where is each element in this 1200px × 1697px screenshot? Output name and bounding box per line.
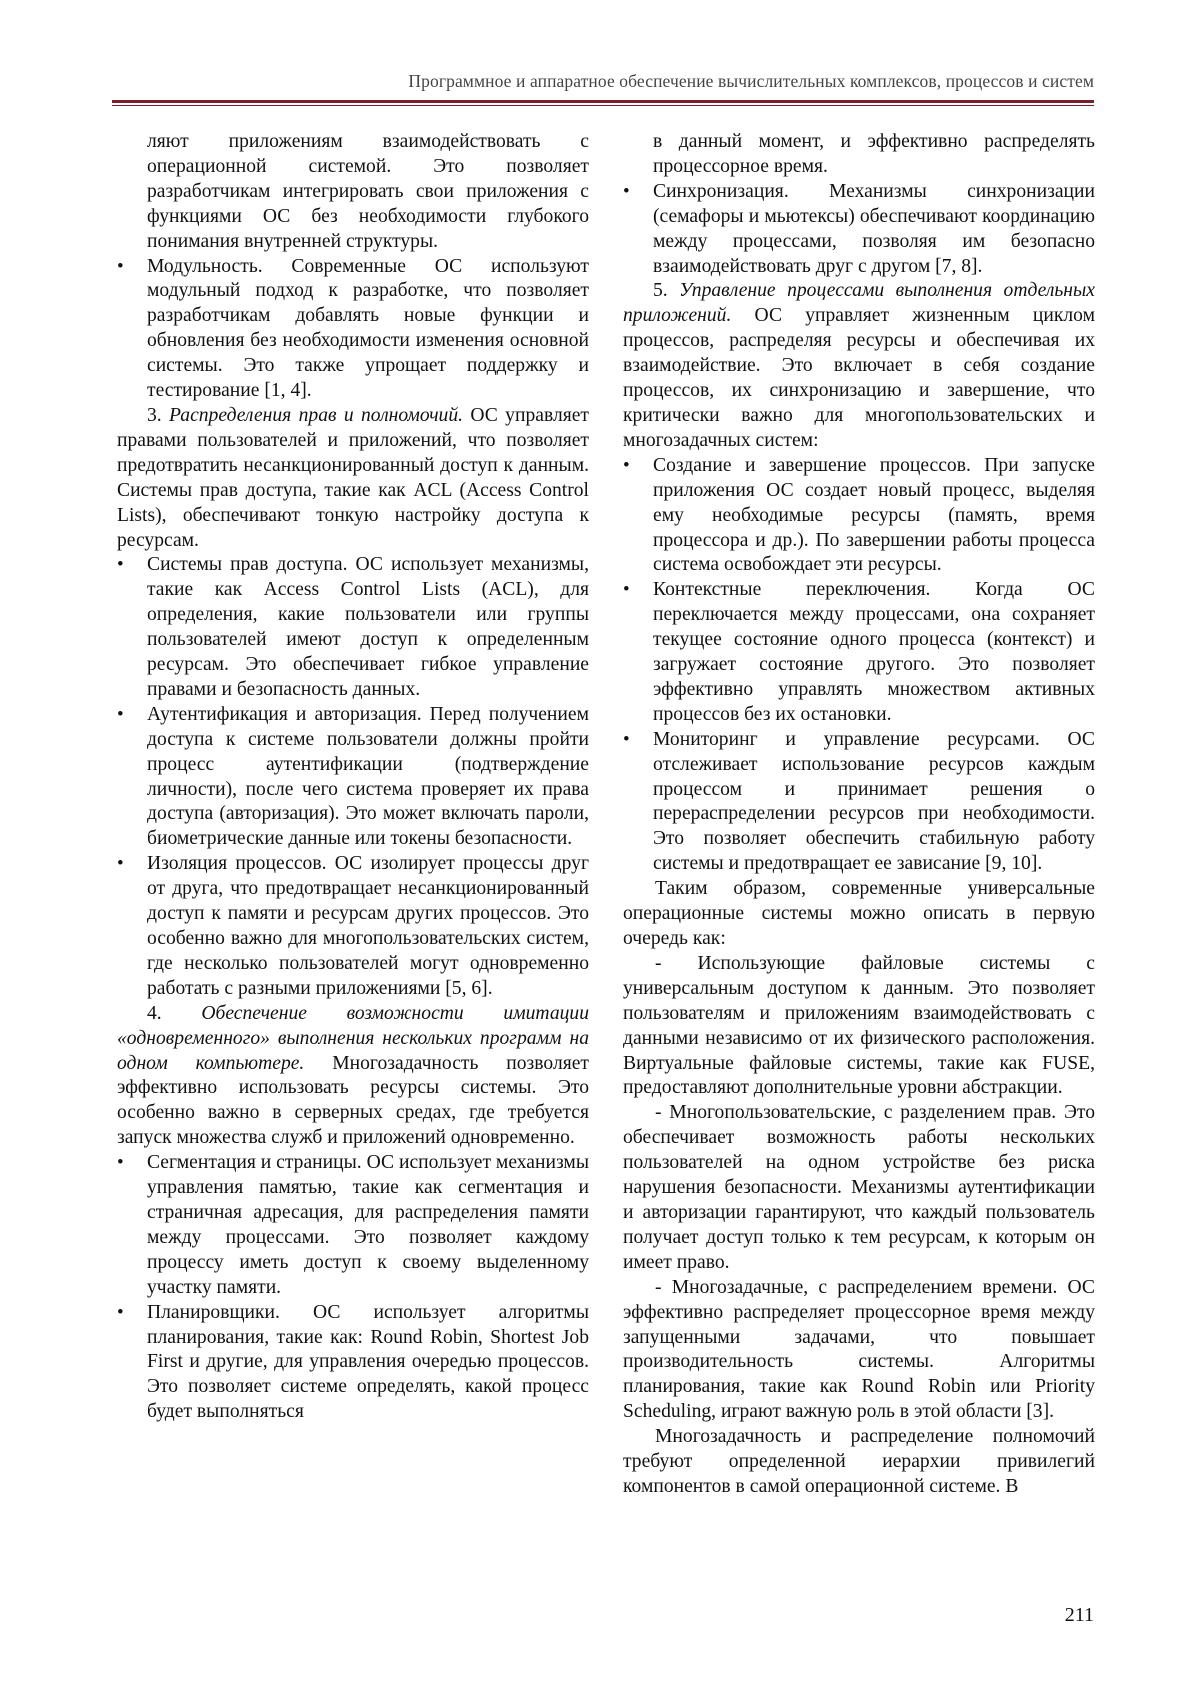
bullet-item <box>623 728 1095 877</box>
bullet-icon: • <box>117 703 124 725</box>
bullet-icon: • <box>623 180 630 202</box>
section-text: ОС управляет жизненным циклом процессов, распределяя ресурсы и обеспечивая их взаимодействие. Это включает в себя создание процессов, их синхронизацию и завершение, что критически важно для многопользовательских и многозадачных систем: <box>623 305 1095 451</box>
bullet-text: Системы прав доступа. ОС использует механизмы, такие как Access Control Lists (ACL), для определения, какие пользователи или группы пользователей имеют доступ к определенным ресурсам. Это обеспечивает гибкое управление правами и безопасность данных. <box>147 554 589 700</box>
bullet-icon: • <box>117 853 124 875</box>
bullet-icon: • <box>117 255 124 277</box>
right-column <box>623 130 1095 1500</box>
bullet-icon: • <box>623 579 630 601</box>
header-rule-thin <box>112 105 1094 106</box>
section-number: 5. <box>653 280 668 302</box>
running-title: Программное и аппаратное обеспечение вычислительных комплексов, процессов и систем <box>408 71 1094 91</box>
bullet-text: Синхронизация. Механизмы синхронизации (семафоры и мьютексы) обеспечивают координацию между процессами, позволяя им безопасно взаимодействовать друг с другом [7, 8]. <box>653 180 1095 277</box>
running-header <box>112 70 1094 106</box>
bullet-text: Аутентификация и авторизация. Перед получением доступа к системе пользователи должны пройти процесс аутентификации (подтверждение личности), после чего система проверяет их права доступа (авторизация). Это может включать пароли, биометрические данные или токены безопасности. <box>147 703 589 850</box>
section-number: 4. <box>147 1002 162 1024</box>
section-number: 3. <box>147 404 162 426</box>
paragraph: - Использующие файловые системы с универсальным доступом к данным. Это позволяет пользователям и приложениям взаимодействовать с данными независимо от их физического расположения. Виртуальные файловые системы, такие как FUSE, предоставляют дополнительные уровни абстракции. <box>623 952 1095 1099</box>
bullet-item <box>623 578 1095 727</box>
bullet-text: Изоляция процессов. ОС изолирует процессы друг от друга, что предотвращает несанкционированный доступ к памяти и ресурсам других процессов. Это особенно важно для многопользовательских систем, где несколько пользователей могут одновременно работать с разными приложениями [5, 6]. <box>147 853 589 999</box>
bullet-text: Мониторинг и управление ресурсами. ОС отслеживает использование ресурсов каждым процессом и принимает решения о перераспределении ресурсов при необходимости. Это позволяет обеспечить стабильную работу системы и предотвращает ее зависание [9, 10]. <box>653 728 1095 875</box>
section-paragraph <box>117 1002 589 1151</box>
section-paragraph <box>623 279 1095 453</box>
bullet-text: Сегментация и страницы. ОС использует механизмы управления памятью, такие как сегментация и страничная адресация, для распределения памяти между процессами. Это позволяет каждому процессу иметь доступ к своему выделенному участку памяти. <box>147 1152 589 1298</box>
bullet-item <box>117 255 589 404</box>
section-text: Многозадачность позволяет эффективно использовать ресурсы системы. Это особенно важно в серверных средах, где требуется запуск множества служб и приложений одновременно. <box>117 1052 589 1149</box>
bullet-text: Контекстные переключения. Когда ОС переключается между процессами, она сохраняет текущее состояние одного процесса (контекст) и загружает состояние другого. Это позволяет эффективно управлять множеством активных процессов без их остановки. <box>653 579 1095 725</box>
bullet-text: Планировщики. ОС использует алгоритмы планирования, такие как: Round Robin, Shortest Job First и другие, для управления очередью процессов. Это позволяет системе определять, какой процесс будет выполняться <box>147 1301 589 1423</box>
bullet-item <box>623 180 1095 280</box>
paragraph: - Многозадачные, с распределением времени. ОС эффективно распределяет процессорное время между запущенными задачами, что повышает производительность системы. Алгоритмы планирования, такие как Round Robin или Priority Scheduling, играют важную роль в этой области [3]. <box>623 1276 1095 1423</box>
bullet-icon: • <box>117 1301 124 1323</box>
bullet-icon: • <box>623 454 630 476</box>
bullet-text: Создание и завершение процессов. При запуске приложения ОС создает новый процесс, выделяя ему необходимые ресурсы (память, время процессора и др.). По завершении работы процесса система освобождает эти ресурсы. <box>653 454 1095 576</box>
bullet-icon: • <box>623 728 630 750</box>
section-title: Управление процессами выполнения отдельных приложений. <box>623 280 1095 327</box>
paragraph: ляют приложениям взаимодействовать с операционной системой. Это позволяет разработчикам интегрировать свои приложения с функциями ОС без необходимости глубокого понимания внутренней структуры. <box>147 131 589 252</box>
page-number: 211 <box>1064 1604 1094 1626</box>
section-paragraph <box>117 404 589 553</box>
bullet-icon: • <box>117 1152 124 1174</box>
section-text: ОС управляет правами пользователей и приложений, что позволяет предотвратить несанкционированный доступ к данным. Системы прав доступа, такие как ACL (Access Control Lists), обеспечивают тонкую настройку доступа к ресурсам. <box>117 404 589 551</box>
paragraph: в данный момент, и эффективно распределять процессорное время. <box>653 131 1095 177</box>
paragraph: - Многопользовательские, с разделением прав. Это обеспечивает возможность работы нескольких пользователей на одном устройстве без риска нарушения безопасности. Механизмы аутентификации и авторизации гарантируют, что каждый пользователь получает доступ только к тем ресурсам, к которым он имеет право. <box>623 1102 1095 1273</box>
bullet-item <box>117 852 589 1001</box>
section-title: Распределения прав и полномочий. <box>169 404 464 426</box>
paragraph: Таким образом, современные универсальные операционные системы можно описать в первую очередь как: <box>623 878 1095 949</box>
bullet-text: Модульность. Современные ОС используют модульный подход к разработке, что позволяет разработчикам добавлять новые функции и обновления без необходимости изменения основной системы. Это также упрощает поддержку и тестирование [1, 4]. <box>147 255 589 402</box>
paragraph: Многозадачность и распределение полномочий требуют определенной иерархии привилегий компонентов в самой операционной системе. В <box>623 1426 1095 1497</box>
bullet-item <box>117 703 589 852</box>
bullet-icon: • <box>117 554 124 576</box>
bullet-item <box>623 454 1095 579</box>
bullet-item <box>117 553 589 702</box>
left-column <box>117 130 589 1425</box>
bullet-item <box>117 1151 589 1300</box>
section-title: Обеспечение возможности имитации «одновременного» выполнения нескольких программ на одном компьютере. <box>117 1002 590 1074</box>
bullet-item <box>117 1301 589 1426</box>
header-rule-thick <box>112 100 1094 103</box>
